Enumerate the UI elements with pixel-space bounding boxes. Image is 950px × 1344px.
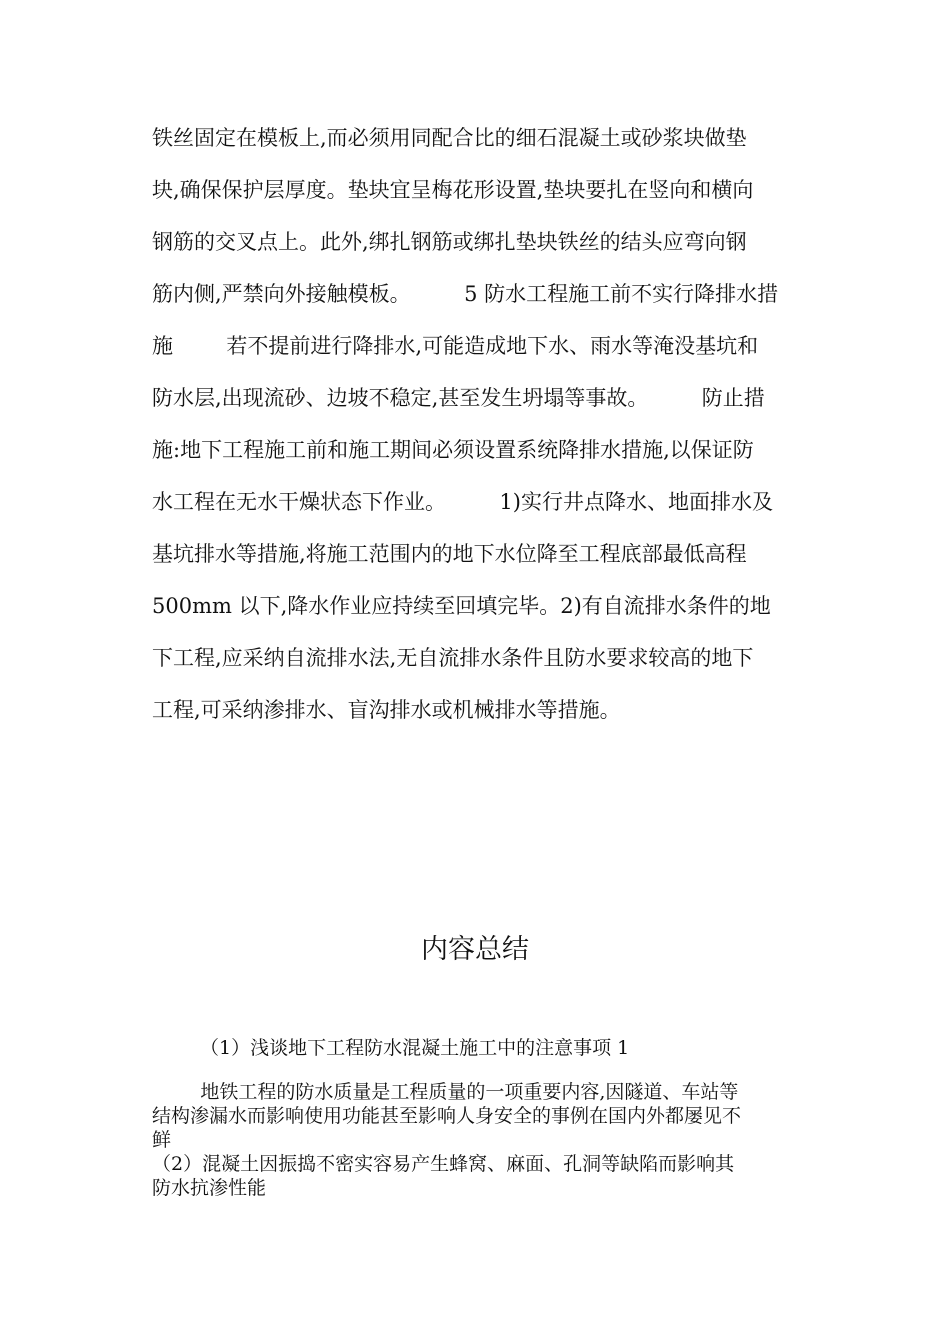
body-line: 筋内侧,严禁向外接触模板。 5 防水工程施工前不实行降排水措 (152, 282, 779, 306)
body-line: 下工程,应采纳自流排水法,无自流排水条件且防水要求较高的地下 (152, 646, 754, 670)
body-line: 防水层,出现流砂、边坡不稳定,甚至发生坍塌等事故。 防止措 (152, 386, 765, 410)
summary-line: 鲜 (152, 1129, 172, 1151)
body-text (152, 116, 802, 740)
body-line: 工程,可采纳渗排水、盲沟排水或机械排水等措施。 (152, 698, 621, 722)
body-line: 施:地下工程施工前和施工期间必须设置系统降排水措施,以保证防 (152, 438, 754, 462)
summary-line: 结构渗漏水而影响使用功能甚至影响人身安全的事例在国内外都屡见不 (152, 1105, 742, 1127)
summary-paragraph (152, 1080, 802, 1200)
body-line: 块,确保保护层厚度。垫块宜呈梅花形设置,垫块要扎在竖向和横向 (152, 178, 754, 202)
summary-line: 防水抗渗性能 (152, 1177, 267, 1199)
body-line: 基坑排水等措施,将施工范围内的地下水位降至工程底部最低高程 (152, 542, 747, 566)
body-line: 钢筋的交叉点上。此外,绑扎钢筋或绑扎垫块铁丝的结头应弯向钢 (152, 230, 747, 254)
summary-line: （2）混凝土因振捣不密实容易产生蜂窝、麻面、孔洞等缺陷而影响其 (152, 1153, 735, 1175)
summary-line: 地铁工程的防水质量是工程质量的一项重要内容,因隧道、车站等 (152, 1081, 739, 1103)
summary-item-1: （1）浅谈地下工程防水混凝土施工中的注意事项 1 (200, 1037, 630, 1059)
body-line: 施 若不提前进行降排水,可能造成地下水、雨水等淹没基坑和 (152, 334, 759, 358)
body-line: 铁丝固定在模板上,而必须用同配合比的细石混凝土或砂浆块做垫 (152, 126, 747, 150)
summary-title: 内容总结 (421, 934, 529, 965)
body-line: 500mm 以下,降水作业应持续至回填完毕。2)有自流排水条件的地 (152, 594, 771, 618)
body-line: 水工程在无水干燥状态下作业。 1)实行井点降水、地面排水及 (152, 490, 773, 514)
